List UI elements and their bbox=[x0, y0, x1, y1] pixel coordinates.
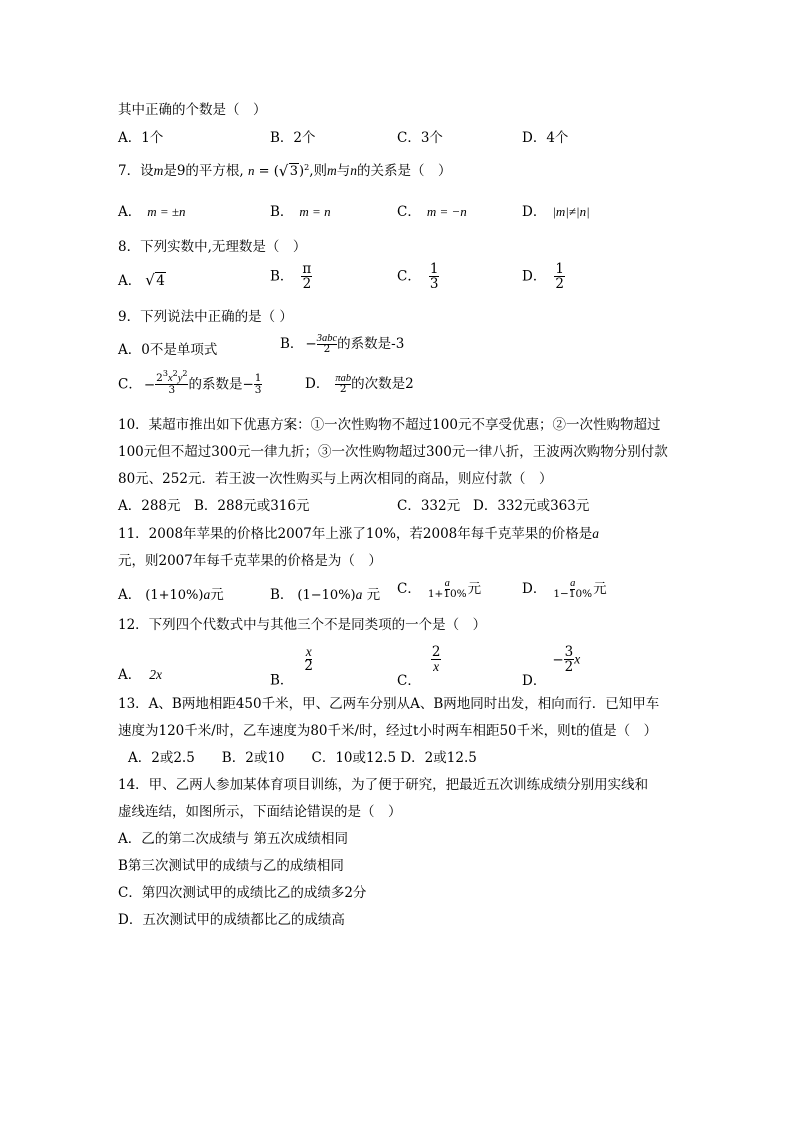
q10-line-2: 100元但不超过300元一律九折；③一次性购物超过300元一律八折，王波两次购物分别付款 bbox=[118, 444, 668, 460]
fraction: $\frac{2^3x^2y^2}{3}$ bbox=[156, 369, 188, 397]
fraction: $\frac{\pi}{2}$ bbox=[302, 261, 312, 293]
q10-option-c: C．332元 bbox=[397, 498, 461, 514]
q14-option-c: C．第四次测试甲的成绩比乙的成绩多2分 bbox=[118, 885, 367, 901]
fraction: $\frac{a}{1+10\%}$ bbox=[427, 578, 467, 601]
q12-option-c: C． $\frac{2}{x}$ bbox=[397, 644, 441, 690]
q6-option-d: D．4个 bbox=[522, 130, 569, 146]
fraction: $\frac{3}{2}$ bbox=[564, 644, 574, 676]
fraction: $\frac{\text{3abc}}{2}$ bbox=[316, 333, 338, 356]
q12-option-d: D．− $\frac{3}{2}$ x bbox=[522, 644, 581, 690]
sqrt-symbol: √ 3 bbox=[279, 163, 299, 181]
q11-line-1: 11．2008年苹果的价格比2007年上涨了10%，若2008年每千克苹果的价格是a bbox=[118, 526, 600, 542]
q13-options: A．2或2.5 B．2或10 C．10或12.5 D．2或12.5 bbox=[128, 750, 477, 766]
q9-option-d: D． $\frac{\text{πab}}{2}$ 的次数是2 bbox=[305, 373, 414, 396]
q7-option-c: C． m = −n bbox=[397, 204, 467, 220]
fraction: $\frac{1}{3}$ bbox=[254, 372, 262, 397]
q14-option-b: B第三次测试甲的成绩与乙的成绩相同 bbox=[118, 858, 344, 874]
fraction: $\frac{a}{1-10\%}$ bbox=[553, 578, 593, 601]
q9-stem: 9．下列说法中正确的是（ ） bbox=[118, 309, 293, 325]
sqrt-symbol: √ 4 bbox=[145, 272, 166, 290]
q9-option-b: B． $-\frac{\text{3abc}}{2}$ 的系数是-3 bbox=[280, 333, 405, 356]
q8-option-d: D． $\frac{1}{2}$ bbox=[522, 261, 564, 293]
q9-option-a: A．0不是单项式 bbox=[118, 342, 218, 358]
q14-option-d: D．五次测试甲的成绩都比乙的成绩高 bbox=[118, 912, 345, 928]
q6-option-c: C．3个 bbox=[397, 130, 443, 146]
q12-option-a: A． 2x bbox=[118, 667, 162, 683]
fraction: $\frac{\text{πab}}{2}$ bbox=[335, 373, 352, 396]
q14-line-2: 虚线连结，如图所示，下面结论错误的是（ ） bbox=[118, 804, 402, 820]
q6-stem: 其中正确的个数是（ ） bbox=[118, 102, 267, 118]
q14-option-a: A．乙的第二次成绩与 第五次成绩相同 bbox=[118, 831, 349, 847]
q11-option-d: D． $\frac{a}{1-10\%}$ 元 bbox=[522, 578, 607, 601]
q8-stem: 8．下列实数中,无理数是（ ） bbox=[118, 239, 307, 255]
q7-option-a: A． m = ±n bbox=[118, 204, 186, 220]
q11-option-c: C． $\frac{a}{1+10\%}$ 元 bbox=[397, 578, 482, 601]
fraction: $\frac{1}{2}$ bbox=[555, 261, 564, 293]
q7-stem: 7．设m是9的平方根, n = (√ 3)$^2$,则m与n的关系是（ ） bbox=[118, 162, 452, 181]
q8-option-c: C． $\frac{1}{3}$ bbox=[397, 261, 439, 293]
q11-line-2: 元，则2007年每千克苹果的价格是为（ ） bbox=[118, 553, 382, 569]
q6-option-b: B．2个 bbox=[270, 130, 316, 146]
fraction: $\frac{x}{2}$ bbox=[304, 644, 314, 675]
q11-option-a: A． (1+10%)a元 bbox=[118, 587, 224, 603]
q10-line-1: 10．某超市推出如下优惠方案：①一次性购物不超过100元不享受优惠；②一次性购物超过 bbox=[118, 417, 661, 433]
q10-options-ab: A．288元 B．288元或316元 bbox=[118, 498, 310, 514]
q6-option-a: A．1个 bbox=[118, 130, 164, 146]
q10-line-3: 80元、252元．若王波一次性购买与上两次相同的商品，则应付款（ ） bbox=[118, 471, 553, 487]
q8-option-a: A．√ 4 bbox=[118, 272, 166, 290]
fraction: $\frac{1}{3}$ bbox=[429, 261, 439, 293]
q7-option-b: B． m = n bbox=[270, 204, 331, 220]
q12-option-b: B．$\frac{x}{2}$ bbox=[270, 644, 314, 689]
q11-option-b: B． (1−10%)a 元 bbox=[270, 587, 381, 603]
q13-line-1: 13．A、B两地相距450千米，甲、乙两车分别从A、B两地同时出发，相向而行．已知甲车 bbox=[118, 696, 660, 712]
q8-option-b: B． $\frac{\pi}{2}$ bbox=[270, 261, 312, 293]
q12-stem: 12．下列四个代数式中与其他三个不是同类项的一个是（ ） bbox=[118, 617, 487, 633]
q7-option-d: D． |m|≠|n| bbox=[522, 204, 590, 220]
q14-line-1: 14．甲、乙两人参加某体育项目训练，为了便于研究，把最近五次训练成绩分别用实线和 bbox=[118, 777, 649, 793]
q13-line-2: 速度为120千米/时，乙车速度为80千米/时，经过t小时两车相距50千米，则t的值是（ ） bbox=[118, 723, 658, 739]
q9-option-c: C． − $\frac{2^3x^2y^2}{3}$ 的系数是− $\frac{1}{3}$ bbox=[118, 369, 262, 397]
fraction: $\frac{2}{x}$ bbox=[431, 644, 441, 675]
q10-option-d: D．332元或363元 bbox=[473, 498, 590, 514]
